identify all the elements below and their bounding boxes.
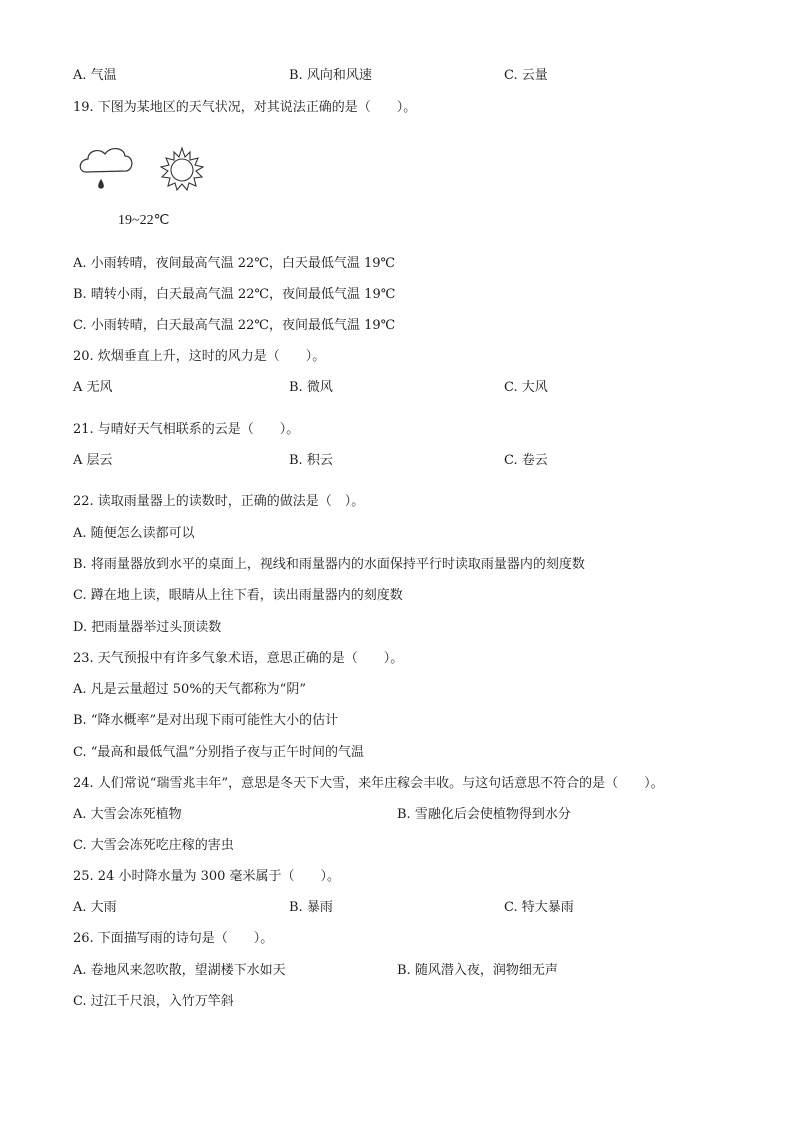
- q25-option-c: C. 特大暴雨: [504, 900, 574, 915]
- q22-option-c: C. 蹲在地上读，眼睛从上往下看，读出雨量器内的刻度数: [73, 588, 403, 603]
- q24-stem: 24. 人们常说“瑞雪兆丰年”，意思是冬天下大雪，来年庄稼会丰收。与这句话意思不符合的是（ ）。: [73, 776, 664, 791]
- q22-option-a: A. 随便怎么读都可以: [73, 526, 195, 541]
- q26-option-a: A. 卷地风来忽吹散，望湖楼下水如天: [73, 963, 286, 978]
- q23-option-c: C. “最高和最低气温”分别指子夜与正午时间的气温: [73, 745, 365, 760]
- q23-option-b: B. “降水概率”是对出现下雨可能性大小的估计: [73, 713, 339, 728]
- q23-stem: 23. 天气预报中有许多气象术语，意思正确的是（ ）。: [73, 651, 404, 666]
- q22-option-b: B. 将雨量器放到水平的桌面上，视线和雨量器内的水面保持平行时读取雨量器内的刻度数: [73, 557, 585, 572]
- q25-option-a: A. 大雨: [73, 900, 117, 915]
- q20-stem: 20. 炊烟垂直上升，这时的风力是（ ）。: [73, 349, 326, 364]
- q24-option-b: B. 雪融化后会使植物得到水分: [397, 807, 571, 822]
- temperature-range: 19~22℃: [118, 213, 170, 228]
- q26-stem: 26. 下面描写雨的诗句是（ ）。: [73, 931, 274, 946]
- q24-option-c: C. 大雪会冻死吃庄稼的害虫: [73, 838, 234, 853]
- sun-icon: [161, 148, 203, 190]
- q20-option-a: A 无风: [73, 380, 113, 395]
- q19-option-c: C. 小雨转晴，白天最高气温 22℃，夜间最低气温 19℃: [73, 318, 396, 333]
- q24-option-a: A. 大雪会冻死植物: [73, 807, 182, 822]
- q19-stem: 19. 下图为某地区的天气状况，对其说法正确的是（ ）。: [73, 100, 417, 115]
- q18-option-c: C. 云量: [504, 68, 548, 83]
- q21-option-b: B. 积云: [289, 453, 333, 468]
- q21-option-a: A 层云: [73, 453, 113, 468]
- q26-option-c: C. 过江千尺浪，入竹万竿斜: [73, 994, 234, 1009]
- q21-stem: 21. 与晴好天气相联系的云是（ ）。: [73, 422, 300, 437]
- q25-stem: 25. 24 小时降水量为 300 毫米属于（ ）。: [73, 869, 341, 884]
- q26-option-b: B. 随风潜入夜，润物细无声: [397, 963, 558, 978]
- rain-cloud-icon: [80, 149, 132, 188]
- q22-option-d: D. 把雨量器举过头顶读数: [73, 620, 222, 635]
- q18-option-b: B. 风向和风速: [289, 68, 372, 83]
- q20-option-c: C. 大风: [504, 380, 548, 395]
- q20-option-b: B. 微风: [289, 380, 333, 395]
- q22-stem: 22. 读取雨量器上的读数时，正确的做法是（ ）。: [73, 494, 365, 509]
- q18-option-a: A. 气温: [73, 68, 117, 83]
- q19-option-a: A. 小雨转晴，夜间最高气温 22℃，白天最低气温 19℃: [73, 256, 396, 271]
- q25-option-b: B. 暴雨: [289, 900, 333, 915]
- q23-option-a: A. 凡是云量超过 50%的天气都称为“阴”: [73, 682, 306, 697]
- q21-option-c: C. 卷云: [504, 453, 548, 468]
- q19-option-b: B. 晴转小雨，白天最高气温 22℃，夜间最低气温 19℃: [73, 287, 396, 302]
